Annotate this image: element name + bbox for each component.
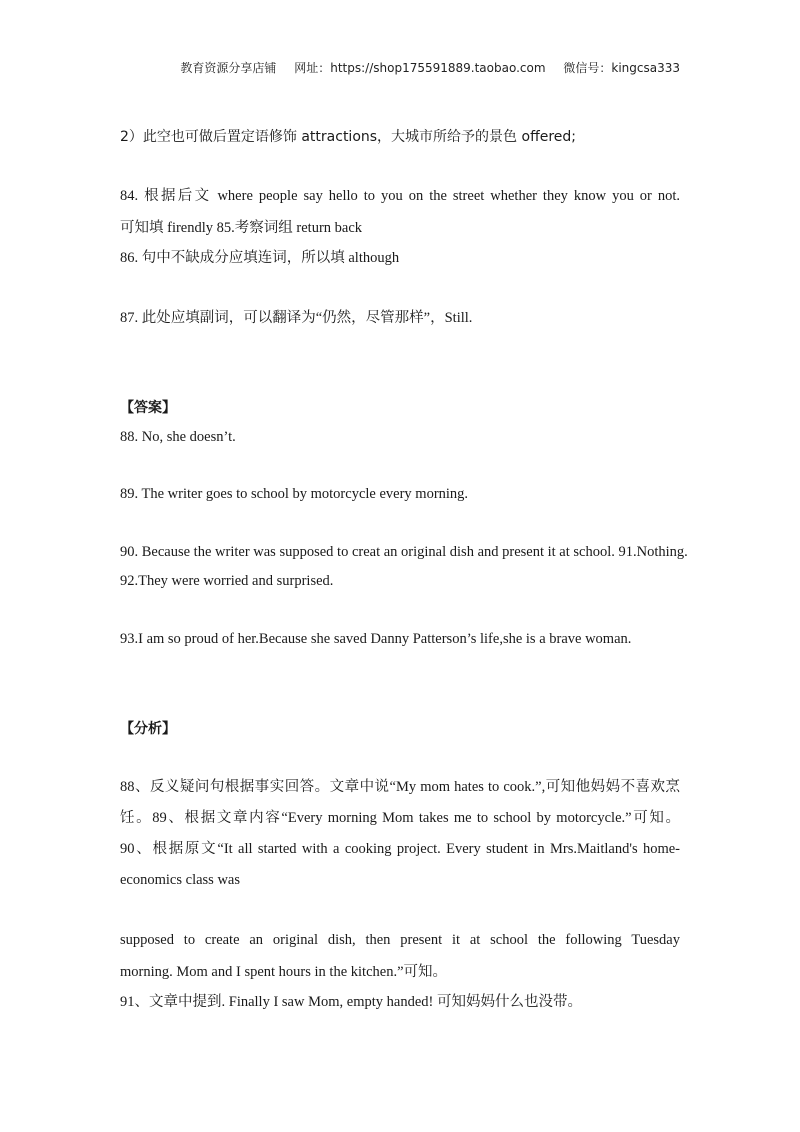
analysis-line-2: 饪。89、根据文章内容“Every morning Mom takes me to school by motorcycle.”可知。 bbox=[120, 810, 680, 826]
wechat-id: 微信号：kingcsa333 bbox=[563, 61, 680, 75]
analysis-line-6: morning. Mom and I spent hours in the kitchen.”可知。 bbox=[120, 964, 448, 980]
answer-93: 93.I am so proud of her.Because she saved Danny Patterson’s life,she is a brave woman. bbox=[120, 631, 632, 647]
note-line-1: 2）此空也可做后置定语修饰 attractions，大城市所给予的景色 offered; bbox=[120, 129, 576, 145]
answer-88: 88. No, she doesn’t. bbox=[120, 429, 236, 445]
answer-heading: 【答案】 bbox=[120, 400, 176, 416]
analysis-line-7: 91、文章中提到. Finally I saw Mom, empty handed! 可知妈妈什么也没带。 bbox=[120, 994, 582, 1010]
note-line-84: 84. 根据后文 where people say hello to you on the street whether they know you or not. bbox=[120, 188, 680, 204]
analysis-line-4: economics class was bbox=[120, 872, 240, 888]
answer-92: 92.They were worried and surprised. bbox=[120, 573, 334, 589]
note-line-85: 可知填 firendly 85.考察词组 return back bbox=[120, 220, 363, 236]
note-line-86: 86. 句中不缺成分应填连词，所以填 although bbox=[120, 250, 400, 266]
analysis-heading: 【分析】 bbox=[120, 721, 176, 737]
shop-url: 网址：https://shop175591889.taobao.com bbox=[294, 61, 546, 75]
analysis-line-1: 88、反义疑问句根据事实回答。文章中说“My mom hates to cook.”,可知他妈妈不喜欢烹 bbox=[120, 779, 680, 795]
analysis-line-3: 90、根据原文“It all started with a cooking project. Every student in Mrs.Maitland's home- bbox=[120, 841, 680, 857]
shop-name: 教育资源分享店铺 bbox=[180, 61, 277, 75]
answer-89: 89. The writer goes to school by motorcycle every morning. bbox=[120, 486, 469, 502]
answer-90-91: 90. Because the writer was supposed to creat an original dish and present it at school. 91.Nothing. bbox=[120, 544, 688, 560]
note-line-87: 87. 此处应填副词，可以翻译为“仍然，尽管那样”，Still. bbox=[120, 310, 473, 326]
page-header bbox=[180, 59, 680, 76]
analysis-line-5: supposed to create an original dish, then present it at school the following Tuesday bbox=[120, 932, 680, 948]
